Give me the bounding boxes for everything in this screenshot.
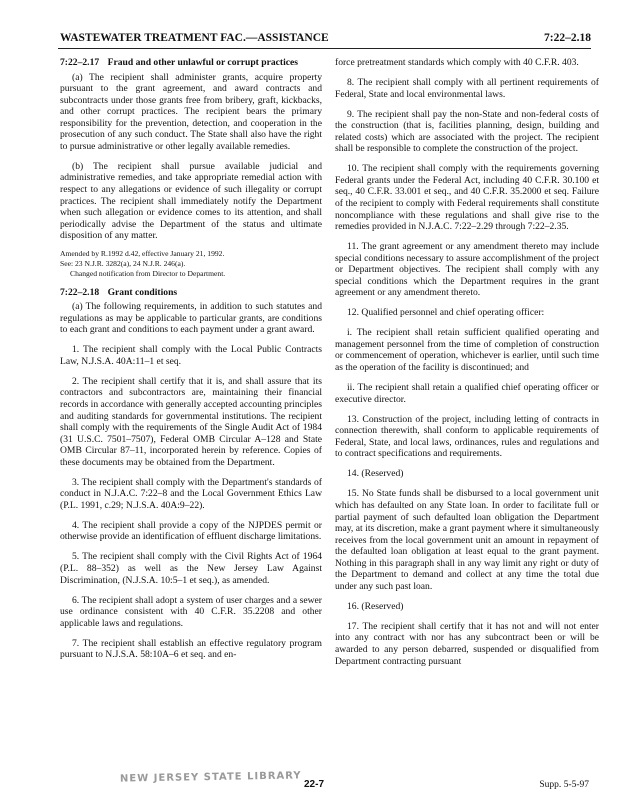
list-item-5: 5. The recipient shall comply with the Civil Rights Act of 1964 (P.L. 88–352) as well as the New Jersey Law Against Discrimination, (N.J.S.A. 10:5–1 et seq.), as amended. [60, 551, 322, 586]
list-item-8: 8. The recipient shall comply with all pertinent requirements of Federal, State and local environmental laws. [335, 77, 599, 100]
header-section-number: 7:22–2.18 [544, 32, 591, 44]
list-item-7: 7. The recipient shall establish an effective regulatory program pursuant to N.J.S.A. 58:10A–6 et seq. and en- [60, 637, 322, 661]
section-heading-2-17 [60, 57, 322, 69]
paragraph-2-18-a: (a) The following requirements, in addition to such statutes and regulations as may be applicable to particular grants, are conditions to each grant and conditions to each payment under a grant award. [60, 301, 322, 336]
section-title: Grant conditions [107, 286, 178, 298]
list-item-9: 9. The recipient shall pay the non-State and non-federal costs of the construction (that is, facilities planning, design, building and related costs) which are associated with the project. The recipient shall be responsible to complete the construction of the project. [335, 108, 599, 155]
list-item-6: 6. The recipient shall adopt a system of user charges and a sewer use ordinance consistent with 40 C.F.R. 35.2208 and other applicable laws and regulations. [60, 594, 322, 629]
history-note-amended: Amended by R.1992 d.42, effective January 21, 1992. [60, 249, 225, 259]
header-title: WASTEWATER TREATMENT FAC.—ASSISTANCE [60, 32, 329, 44]
list-item-10: 10. The recipient shall comply with the requirements governing Federal grants under the Federal Act, including 40 C.F.R. 30.100 et seq., 40 C.F.R. 33.001 et seq., and 40 C.F.R. 35.2000 et seq. Failure of the recipient to comply with Federal requirements shall constitute noncompliance with these regulations and shall give rise to the remedies provided in N.J.A.C. 7:22–2.29 through 7:22–2.35. [335, 163, 599, 233]
paragraph-2-17-b: (b) The recipient shall pursue available judicial and administrative remedies, and take appropriate remedial action with respect to any allegations or evidence of such illegality or corrupt practices. The recipient shall immediately notify the Department when such allegation or evidence comes to its attention, and shall periodically advise the Department of the status and ultimate disposition of any matter. [60, 160, 322, 242]
list-item-4: 4. The recipient shall provide a copy of the NJPDES permit or otherwise provide an identification of effluent discharge limitations. [60, 519, 322, 543]
list-item-1: 1. The recipient shall comply with the Local Public Contracts Law, N.J.S.A. 40A:11–1 et seq. [60, 344, 322, 367]
section-number: 7:22–2.17 [60, 57, 100, 68]
list-item-12: 12. Qualified personnel and chief operating officer: [347, 307, 545, 319]
list-item-13: 13. Construction of the project, including letting of contracts in connection therewith, shall conform to applicable requirements of Federal, State, and local laws, ordinances, rules and regulations and to contract specifications and requirements. [335, 413, 599, 460]
supplement-date: Supp. 5-5-97 [539, 780, 589, 790]
paragraph-2-17-a: (a) The recipient shall administer grants, acquire property pursuant to the grant agreement, and award contracts and subcontracts under those grants free from bribery, graft, kickbacks, and other corrupt practices. The recipient bears the primary responsibility for the prevention, detection, and cooperation in the prosecution of any such conduct. The State shall also have the right to pursue administrative or other legally available remedies. [60, 71, 322, 152]
list-item-7-continued: force pretreatment standards which comply with 40 C.F.R. 403. [335, 57, 579, 68]
right-column [335, 57, 599, 676]
list-item-15: 15. No State funds shall be disbursed to a local government unit which has defaulted on any State loan. In order to facilitate full or partial payment of such defaulted loan obligation the Department may, at its discretion, make a grant payment where it simultaneously receives from the local government unit an amount in repayment of the defaulted loan obligation at least equal to the grant payment. Nothing in this paragraph shall in any way limit any right or duty of the Department to demand and collect at any time the total due under any such past loan. [335, 488, 599, 592]
list-item-3: 3. The recipient shall comply with the Department's standards of conduct in N.J.A.C. 7:22–8 and the Local Government Ethics Law (P.L. 1991, c.29; N.J.S.A. 40A:9–22). [60, 476, 322, 511]
running-header [58, 30, 591, 49]
left-column [60, 57, 322, 669]
history-note-change: Changed notification from Director to Department. [70, 268, 226, 278]
list-item-11: 11. The grant agreement or any amendment thereto may include special conditions necessary to assure accomplishment of the project or Department objectives. The recipient shall comply with any special conditions which the Department requires in the grant agreement or any amendment thereto. [335, 241, 599, 299]
history-note-see: See: 23 N.J.R. 3282(a), 24 N.J.R. 246(a). [60, 259, 186, 268]
list-item-2: 2. The recipient shall certify that it is, and shall assure that its contractors and subcontractors are, maintaining their financial records in accordance with generally accepted accounting principles and auditing standards for governmental institutions. The recipient shall comply with the requirements of the Single Audit Act of 1984 (31 U.S.C. 7501–7507), Federal OMB Circular A–128 and State OMB Circular 87–11, incorporated herein by reference. Copies of these documents may be obtained from the Department. [60, 375, 322, 468]
library-stamp: NEW JERSEY STATE LIBRARY [119, 770, 302, 785]
list-item-16: 16. (Reserved) [347, 600, 404, 612]
page-number: 22-7 [304, 779, 325, 790]
section-title: Fraud and other unlawful or corrupt practices [107, 57, 299, 68]
list-item-14: 14. (Reserved) [347, 468, 404, 480]
list-item-12-i: i. The recipient shall retain sufficient qualified operating and management personnel from the time of completion of construction or commencement of operation, whichever is earlier, until such time as the operation of the facility is discontinued; and [335, 327, 599, 374]
list-item-17: 17. The recipient shall certify that it has not and will not enter into any contract with nor has any subcontract been or will be awarded to any person debarred, suspended or disqualified from Department contracting pursuant [335, 620, 599, 667]
section-heading-2-18 [60, 287, 322, 299]
section-number: 7:22–2.18 [60, 286, 100, 298]
list-item-12-ii: ii. The recipient shall retain a qualified chief operating officer or executive director. [335, 382, 599, 405]
